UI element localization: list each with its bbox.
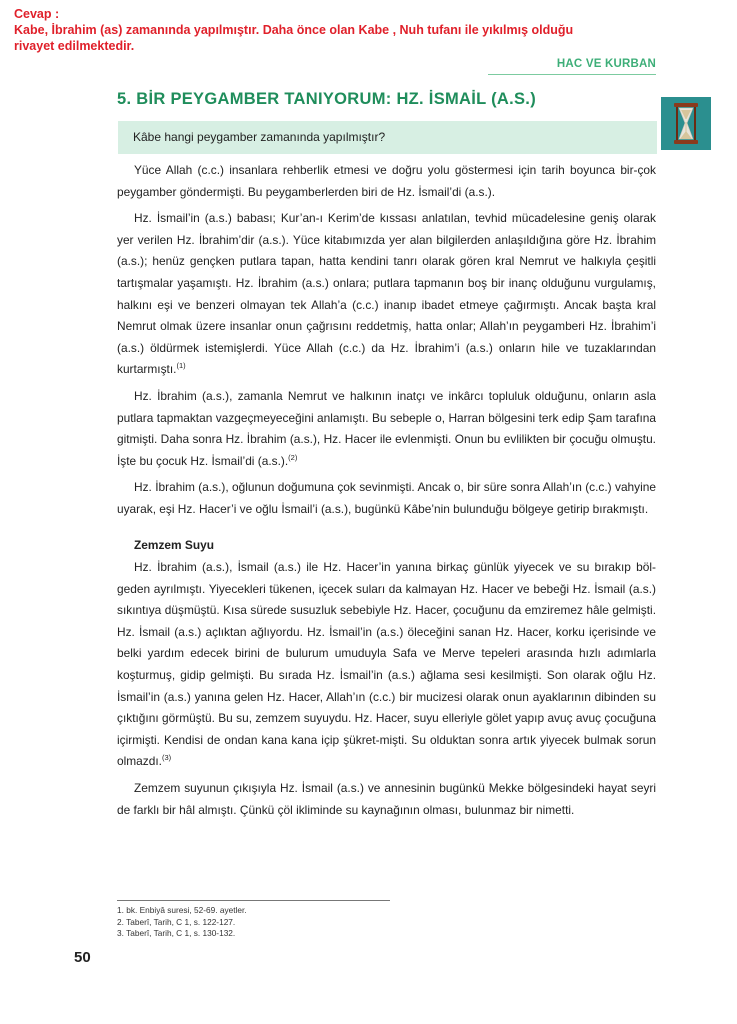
footnote-ref: (2) bbox=[288, 452, 298, 462]
page-number: 50 bbox=[74, 949, 91, 966]
answer-line: rivayet edilmektedir. bbox=[14, 39, 135, 53]
main-content bbox=[117, 160, 656, 826]
footnote-divider bbox=[117, 900, 390, 901]
footnote: 2. Taberî, Tarih, C 1, s. 122-127. bbox=[117, 916, 236, 927]
question-box bbox=[118, 121, 657, 154]
paragraph: Hz. İbrahim (a.s.), zamanla Nemrut ve halkının inatçı ve inkârcı topluluk olduğunu, onların asla putlara tapmaktan vazgeçmeyeceğini anlamıştı. Bu sebeple o, Harran bölgesini terk edip Şam tarafına gitmişti. Daha sonra Hz. İbrahim (a.s.), Hz. Hacer ile evlenmişti. Onun bu evlilikten bir çocuğu olmuştu. İşte bu çocuk Hz. İsmail’di (a.s.).$^{(2)}$ bbox=[117, 388, 656, 468]
header-divider bbox=[488, 74, 656, 75]
answer-note bbox=[14, 6, 614, 54]
paragraph: Hz. İsmail’in (a.s.) babası; Kur’an-ı Kerim’de kıssası anlatılan, tevhid mücadelesine geniş olarak yer verilen Hz. İbrahim’dir (a.s.). Yüce kitabımızda yer alan bilgilerden anlaşıldığına göre Hz. İbrahim (a.s.); henüz gençken putlara tapan, hatta kendini tanrı olarak gören kral Nemrut ve halkıyla çeşitli tartışmalar yaşamıştı. Hz. İbrahim (a.s.) onlara; putlara tapmanın boş bir inanç olduğunu vurgulamış, halkını eşi ve benzeri olmayan tek Allah’a (c.c.) inanıp ibadet etmeye çağırmıştı. Ancak başta kral Nemrut olmak üzere insanlar onun çağrısını reddetmiş, hatta onlar; Allah’ın peygamberi Hz. İbrahim’i (a.s.) öldürmek istemişlerdi. Yüce Allah (c.c.) da Hz. İbrahim’i (a.s.) onların hile ve tuzaklarından kurtarmıştı.$^{(1)}$ bbox=[117, 211, 656, 377]
paragraph: Hz. İbrahim (a.s.), İsmail (a.s.) ile Hz. Hacer’in yanına birkaç günlük yiyecek ve su bırakıp böl-geden ayrılmıştı. Yiyecekleri tükenen, içecek suları da kalmayan Hz. Hacer ve bebeği Hz. İsmail (a.s.) sıkıntıya düşmüştü. Kısa sürede susuzluk sebebiyle Hz. Hacer, çocuğunu da emziremez hâle gelmişti. Hz. İsmail (a.s.) açlıktan ağlıyordu. Hz. İsmail’in (a.s.) öleceğini sanan Hz. Hacer, korku içerisinde ve belki yardım edecek birini de bulurum umuduyla Safa ve Merve tepeleri arasında hızlı adımlarla koşturmuş, gidip gelmişti. Bu sırada Hz. İsmail’in (a.s.) ağlama sesi kesilmişti. Son olarak oğlu Hz. İsmail’in (a.s.) yanına gelen Hz. Hacer, Allah’ın (c.c.) bir mucizesi olarak onun ayaklarının dibinden su çıktığını görmüştü. Bu su, zemzem suyuydu. Hz. Hacer, suyu elleriyle gölet yapıp avuç avuç çocuğuna içirmişti. Kendisi de ondan kana kana içip şükret-mişti. Su olduktan sonra artık yiyecek bulmak sorun olmazdı.$^{(3)}$ bbox=[117, 560, 656, 769]
footnote: 3. Taberî, Tarih, C 1, s. 130-132. bbox=[117, 928, 236, 938]
paragraph: Zemzem suyunun çıkışıyla Hz. İsmail (a.s.) ve annesinin bugünkü Mekke bölgesindeki hayat seyri de farklı bir hâl almıştı. Çünkü çöl ikliminde su kaynağının olması, bulunmaz bir nimetti. bbox=[117, 781, 656, 817]
section-header: HAC VE KURBAN bbox=[556, 58, 656, 70]
paragraph: Hz. İbrahim (a.s.), oğlunun doğumuna çok sevinmişti. Ancak o, bir süre sonra Allah’ın (c.c.) vahyine uyarak, eşi Hz. Hacer’i ve oğlu İsmail’i (a.s.), bugünkü Kâbe’nin bulunduğu bölgeye getirip bırakmıştı. bbox=[117, 480, 656, 516]
footnote-ref: (3) bbox=[161, 753, 172, 763]
footnote-ref: (1) bbox=[176, 361, 186, 371]
hourglass-icon bbox=[661, 97, 711, 150]
answer-line: Cevap : bbox=[14, 7, 60, 21]
paragraph: Yüce Allah (c.c.) insanlara rehberlik etmesi ve doğru yolu göstermesi için tarih boyunca bir-çok peygamber göndermişti. Bu peygamberlerden biri de Hz. İsmail’di (a.s.). bbox=[117, 163, 656, 199]
question-text: Kâbe hangi peygamber zamanında yapılmıştır? bbox=[133, 130, 386, 144]
subheading: Zemzem Suyu bbox=[134, 537, 214, 552]
footnote: 1. bk. Enbiyâ suresi, 52-69. ayetler. bbox=[117, 905, 247, 915]
answer-line: Kabe, İbrahim (as) zamanında yapılmıştır. Daha önce olan Kabe , Nuh tufanı ile yıkılmış olduğu bbox=[14, 23, 574, 37]
page-title: 5. BİR PEYGAMBER TANIYORUM: HZ. İSMAİL (A.S.) bbox=[117, 90, 536, 108]
footnotes bbox=[117, 905, 247, 940]
